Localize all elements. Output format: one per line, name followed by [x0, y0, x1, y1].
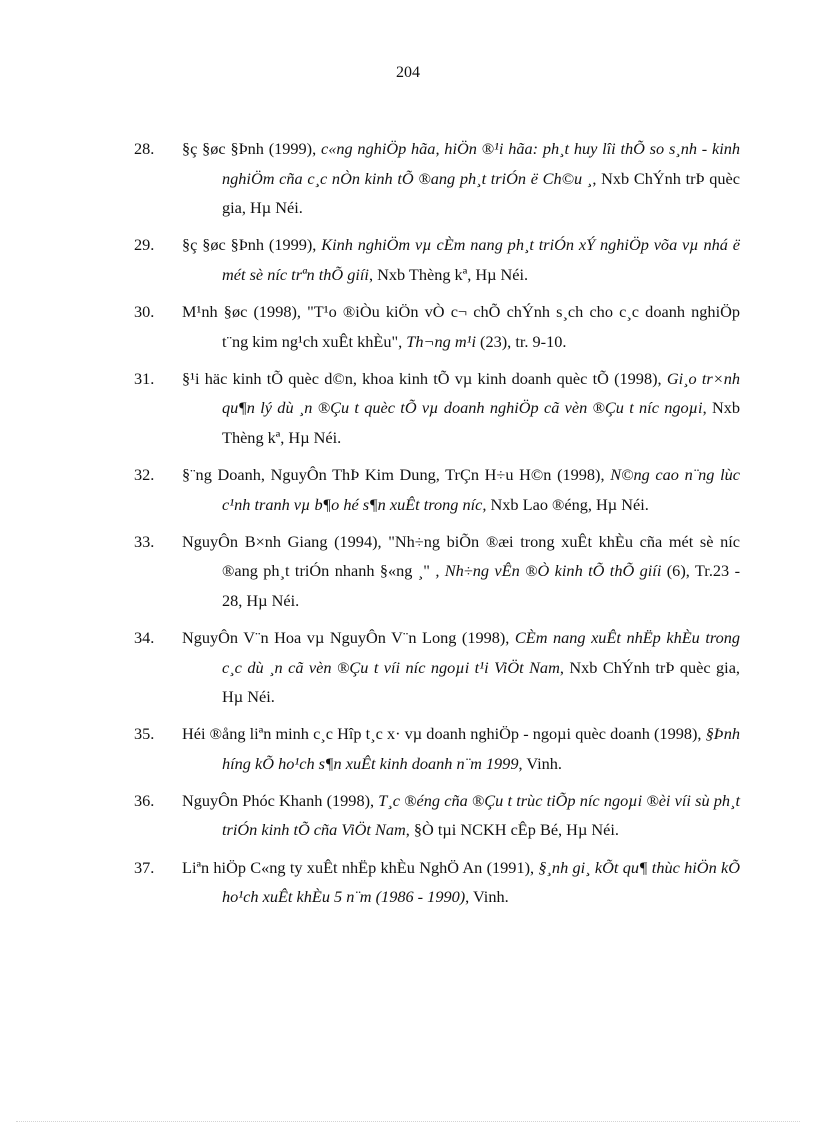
reference-detail: §ç §øc §Þnh (1999), [182, 235, 322, 255]
reference-detail: NguyÔn Phóc Khanh (1998), [182, 790, 379, 810]
reference-detail: , Vinh. [518, 753, 562, 773]
reference-text [182, 853, 740, 912]
reference-detail: §ç §øc §Þnh (1999), [182, 139, 321, 158]
reference-text [182, 297, 740, 356]
reference-detail: §¹i häc kinh tÕ quèc d©n, khoa kinh tÕ vµ kinh doanh quèc tÕ (1998), [182, 368, 667, 388]
reference-item [134, 719, 740, 778]
reference-number: 35. [134, 724, 155, 744]
reference-text [182, 460, 740, 519]
reference-number: 34. [134, 627, 155, 647]
page-bottom-rule [16, 1121, 800, 1122]
reference-detail: Liªn hiÖp C«ng ty xuÊt nhËp khÈu NghÖ An (1991), [182, 857, 539, 877]
reference-title: T¸c ®éng cña ®Çu t trùc tiÕp níc ngoµi ®èi víi sù ph¸t triÓn kinh tÕ cña ViÖt Nam [222, 790, 740, 840]
reference-detail: , Nxb ChÝnh trÞ quèc gia, Hµ Néi. [222, 657, 740, 707]
reference-number: 30. [134, 301, 155, 321]
reference-text [182, 623, 740, 712]
reference-item [134, 786, 740, 845]
reference-item [134, 364, 740, 453]
reference-text [182, 230, 740, 289]
reference-title: CÈm nang xuÊt nhËp khÈu trong c¸c dù ¸n cã vèn ®Çu t víi níc ngoµi t¹i ViÖt Nam [222, 627, 740, 677]
reference-title: , Nh÷ng vÊn ®Ò kinh tÕ thÕ giíi [435, 561, 662, 581]
reference-number: 31. [134, 368, 155, 388]
reference-text [182, 364, 741, 453]
reference-item [134, 134, 740, 223]
reference-number: 36. [134, 790, 155, 810]
reference-detail: , §Ò tµi NCKH cÊp Bé, Hµ Néi. [405, 820, 619, 840]
reference-title: Gi¸o tr×nh qu¶n lý dù ¸n ®Çu t quèc tÕ vµ doanh nghiÖp cã vèn ®Çu t níc ngoµi [222, 368, 741, 418]
reference-item [134, 460, 740, 519]
reference-number: 37. [134, 857, 155, 877]
reference-detail: Nxb Lao ®éng, Hµ Néi. [486, 494, 649, 514]
reference-number: 28. [134, 139, 155, 158]
reference-item [134, 853, 740, 912]
reference-text [182, 527, 741, 616]
reference-item [134, 623, 740, 712]
reference-number: 32. [134, 464, 155, 484]
reference-detail: Héi ®ång liªn minh c¸c Hîp t¸c x· vµ doanh nghiÖp - ngoµi quèc doanh (1998), [182, 724, 706, 744]
reference-text [182, 786, 740, 845]
reference-detail: M¹nh §øc (1998), "T¹o ®iÒu kiÖn vÒ c¬ chÕ chÝnh s¸ch cho c¸c doanh nghiÖp t¨ng kim ng¹ch xuÊt khÈu", [182, 301, 740, 351]
reference-detail: (6), Tr.23 - 28, Hµ Néi. [222, 561, 741, 610]
reference-item [134, 527, 740, 616]
reference-text [182, 134, 741, 223]
reference-title: N©ng cao n¨ng lùc c¹nh tranh vµ b¶o hé s¶n xuÊt trong níc, [222, 464, 740, 514]
page-number: 204 [396, 64, 420, 81]
reference-item [134, 230, 740, 289]
reference-title: Th¬ng m¹i [406, 331, 476, 351]
reference-detail: , Nxb Thèng kª, Hµ Néi. [222, 398, 740, 447]
reference-title: §Þnh híng kÕ ho¹ch s¶n xuÊt kinh doanh n¨m 1999 [222, 724, 740, 773]
reference-number: 29. [134, 235, 155, 255]
reference-item [134, 297, 740, 356]
reference-detail: , Nxb ChÝnh trÞ quèc gia, Hµ Néi. [222, 168, 740, 218]
reference-detail: NguyÔn B×nh Giang (1994), "Nh÷ng biÕn ®æi trong xuÊt khÈu cña mét sè níc ®ang ph¸t triÓn nhanh §«ng ¸" [182, 531, 740, 581]
reference-detail: , Nxb Thèng kª, Hµ Néi. [368, 264, 529, 284]
reference-detail: (23), tr. 9-10. [475, 331, 567, 351]
reference-detail: NguyÔn V¨n Hoa vµ NguyÔn V¨n Long (1998), [182, 627, 515, 647]
reference-text [182, 719, 740, 778]
reference-title: Kinh nghiÖm vµ cÈm nang ph¸t triÓn xÝ nghiÖp võa vµ nhá ë mét sè níc trªn thÕ giíi [222, 235, 740, 284]
reference-detail: , Vinh. [465, 887, 509, 907]
reference-detail: §¨ng Doanh, NguyÔn ThÞ Kim Dung, TrÇn H÷u H©n (1998), [182, 464, 611, 484]
reference-title: §¸nh gi¸ kÕt qu¶ thùc hiÖn kÕ ho¹ch xuÊt khÈu 5 n¨m (1986 - 1990) [222, 857, 740, 907]
reference-title: c«ng nghiÖp hãa, hiÖn ®¹i hãa: ph¸t huy lîi thÕ so s¸nh - kinh nghiÖm cña c¸c nÒn kinh tÕ ®ang ph¸t triÓn ë Ch©u ¸ [222, 139, 741, 188]
reference-number: 33. [134, 531, 155, 551]
reference-list [134, 134, 740, 919]
